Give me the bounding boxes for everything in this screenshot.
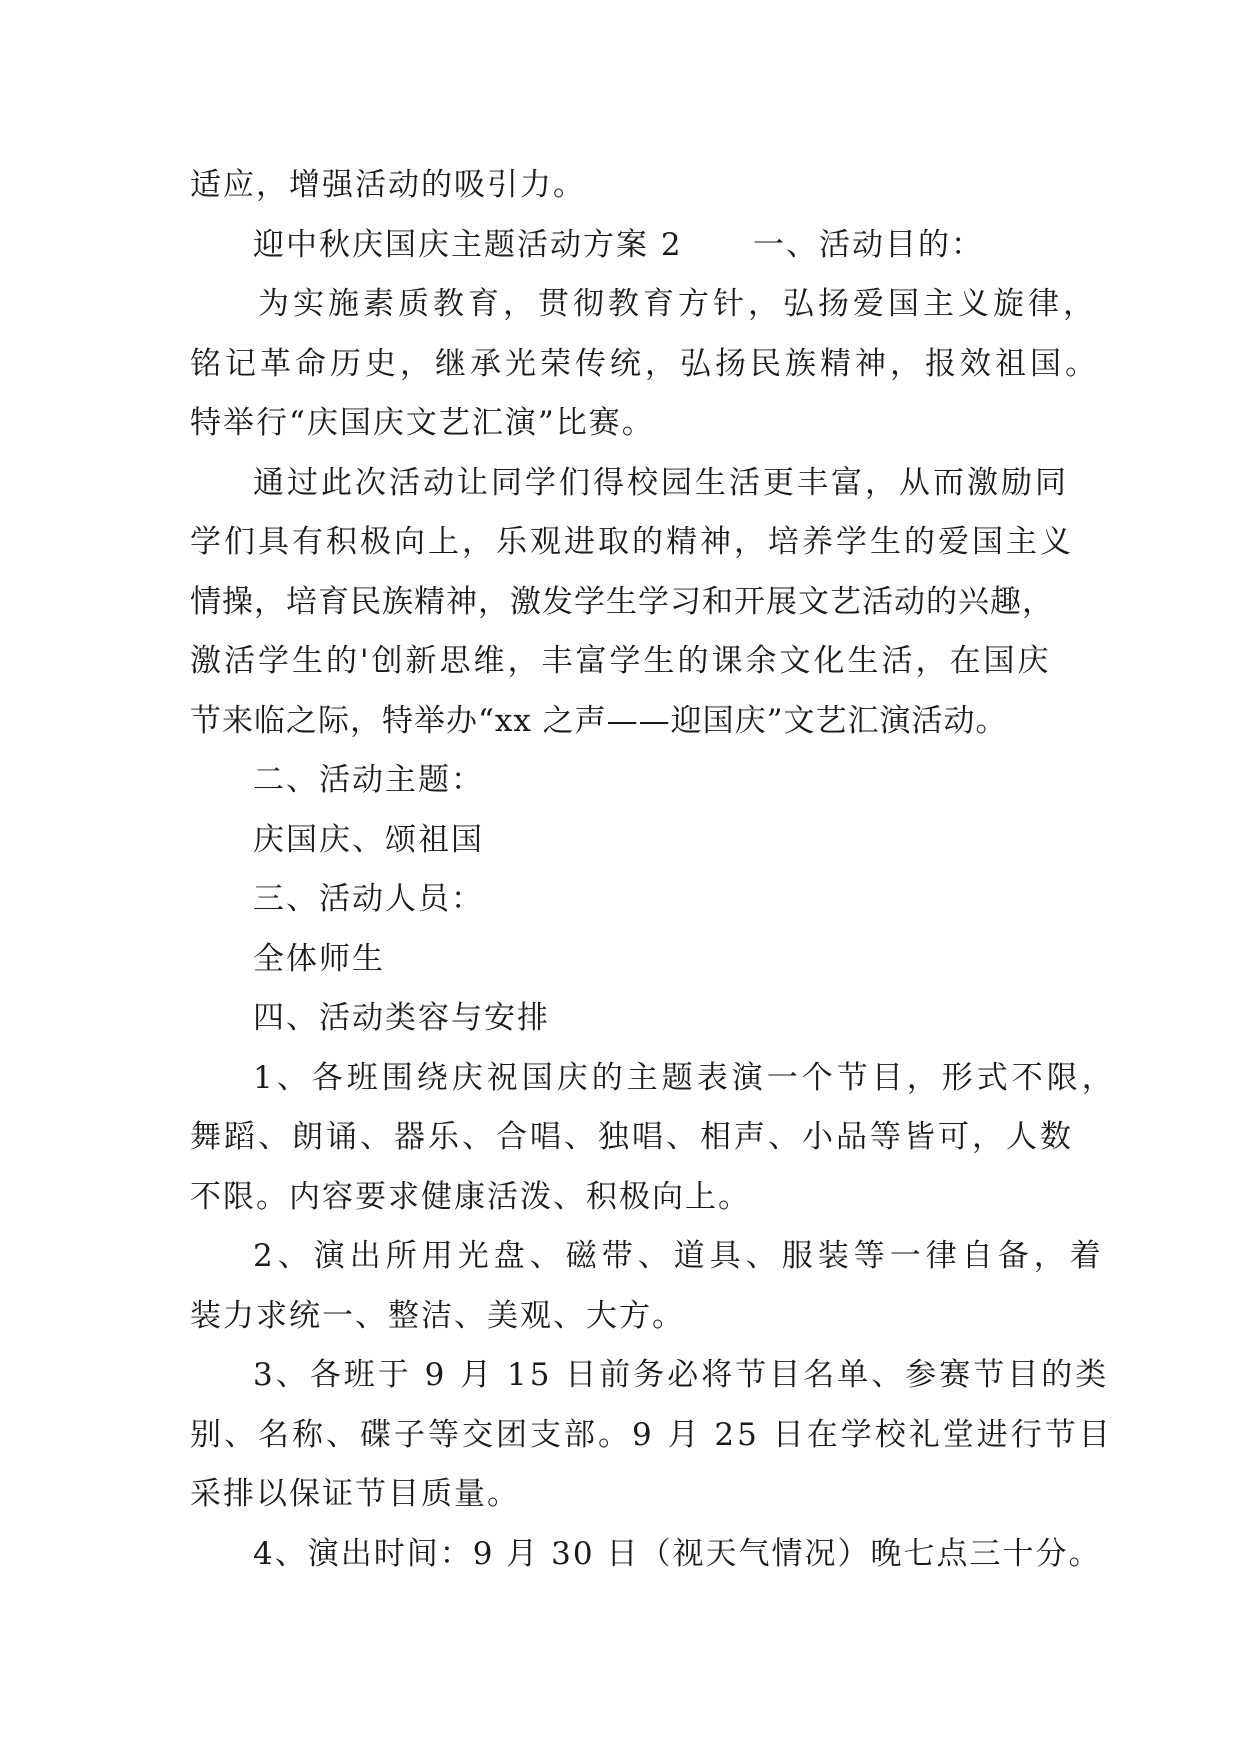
text-line: 1、各班围绕庆祝国庆的主题表演一个节目，形式不限，	[253, 1060, 1117, 1096]
section-heading-content: 四、活动类容与安排	[253, 1000, 550, 1036]
text-line: 铭记革命历史，继承光荣传统，弘扬民族精神，报效祖国。	[190, 346, 1100, 382]
text-line: 不限。内容要求健康活泼、积极向上。	[190, 1179, 751, 1215]
text-line: 舞蹈、朗诵、器乐、合唱、独唱、相声、小品等皆可，人数	[190, 1119, 1074, 1155]
text-line: 激活学生的'创新思维，丰富学生的课余文化生活，在国庆	[190, 643, 1052, 679]
text-line: 4、演出时间：9 月 30 日（视天气情况）晚七点三十分。	[253, 1536, 1102, 1572]
text-line: 特举行“庆国庆文艺汇演”比赛。	[190, 405, 655, 441]
text-line: 别、名称、碟子等交团支部。9 月 25 日在学校礼堂进行节目	[190, 1417, 1113, 1453]
text-line: 学们具有积极向上，乐观进取的精神，培养学生的爱国主义	[190, 524, 1074, 560]
text-line: 2、演出所用光盘、磁带、道具、服装等一律自备，着	[253, 1238, 1106, 1274]
plan-title: 迎中秋庆国庆主题活动方案 2	[253, 227, 683, 263]
text-line: 情操，培育民族精神，激发学生学习和开展文艺活动的兴趣，	[190, 584, 1054, 620]
text-line: 通过此次活动让同学们得校园生活更丰富，从而激励同	[253, 465, 1069, 501]
text-line: 庆国庆、颂祖国	[253, 822, 484, 858]
section-heading-theme: 二、活动主题：	[253, 762, 484, 798]
text-line: 适应，增强活动的吸引力。	[190, 167, 586, 203]
text-line: 全体师生	[253, 941, 385, 977]
text-line: 装力求统一、整洁、美观、大方。	[190, 1298, 685, 1334]
text-line: 采排以保证节目质量。	[190, 1476, 520, 1512]
section-heading-participants: 三、活动人员：	[253, 881, 484, 917]
section-heading-purpose: 一、活动目的：	[753, 227, 984, 263]
text-line: 节来临之际，特举办“xx 之声——迎国庆”文艺汇演活动。	[190, 703, 1008, 739]
text-line: 3、各班于 9 月 15 日前务必将节目名单、参赛节目的类	[253, 1357, 1110, 1393]
text-line: 为实施素质教育，贯彻教育方针，弘扬爱国主义旋律，	[258, 286, 1098, 322]
